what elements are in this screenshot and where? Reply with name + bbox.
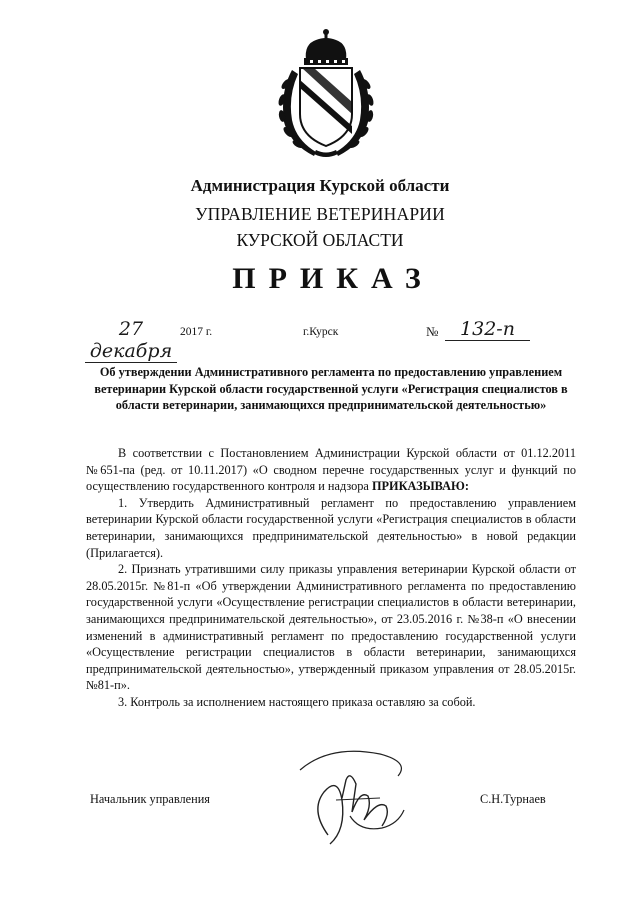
document-city: г.Курск [303,326,339,338]
signatory-name: С.Н.Турнаев [480,792,546,806]
administration-title: Администрация Курской области [190,176,450,195]
department-name-line2: КУРСКОЙ ОБЛАСТИ [236,230,404,250]
handwritten-date: 27 декабря [85,318,177,363]
signatory-title: Начальник управления [90,792,210,806]
number-sign: № [426,324,439,339]
item-3: 3. Контроль за исполнением настоящего приказа оставляю за собой. [118,694,476,709]
coat-of-arms-icon [270,22,382,162]
department-name-line1: УПРАВЛЕНИЕ ВЕТЕРИНАРИИ [195,204,445,224]
document-subject: Об утверждении Административного регламента по предоставлению управлением ветеринарии Курской области государственной услуги «Регистрация специалистов в области ветеринарии, занимающихся предпринимательской деятельностью» [94,365,568,413]
intro-paragraph [86,445,576,495]
handwritten-document-number: 132-п [445,318,530,341]
document-body [86,445,576,711]
order-word: ПРИКАЗЫВАЮ: [371,479,469,494]
document-type-title: ПРИКАЗ [232,262,434,295]
item-2: 2. Признать утратившими силу приказы управления ветеринарии Курской области от 28.05.2015г. №81-п «Об утверждении Административного регламента по предоставлению государственной услуги «Осуществление регистрации специалистов в области ветеринарии, занимающихся предпринимательской деятельностью», от 23.05.2016 г. №38-п «О внесении изменений в административный регламент по предоставлению государственной услуги «Осуществление регистрации специалистов в области ветеринарии, занимающихся предпринимательской деятельностью», утвержденный приказом управления от 28.05.2015г. №81-п». [86,562,576,693]
document-year: 2017 г. [180,326,213,338]
handwritten-signature [290,740,420,850]
intro-text: В соответствии с Постановлением Администрации Курской области от 01.12.2011 №651-па (ред. от 10.11.2017) «О сводном перечне государственных услуг и функций по осуществлению государственного контроля и надзора [86,446,576,494]
item-1: 1. Утвердить Административный регламент по предоставлению управлением ветеринарии Курской области государственной услуги «Регистрация специалистов в области ветеринарии, занимающихся предпринимательской деятельностью» в новой редакции (Прилагается). [86,495,576,560]
